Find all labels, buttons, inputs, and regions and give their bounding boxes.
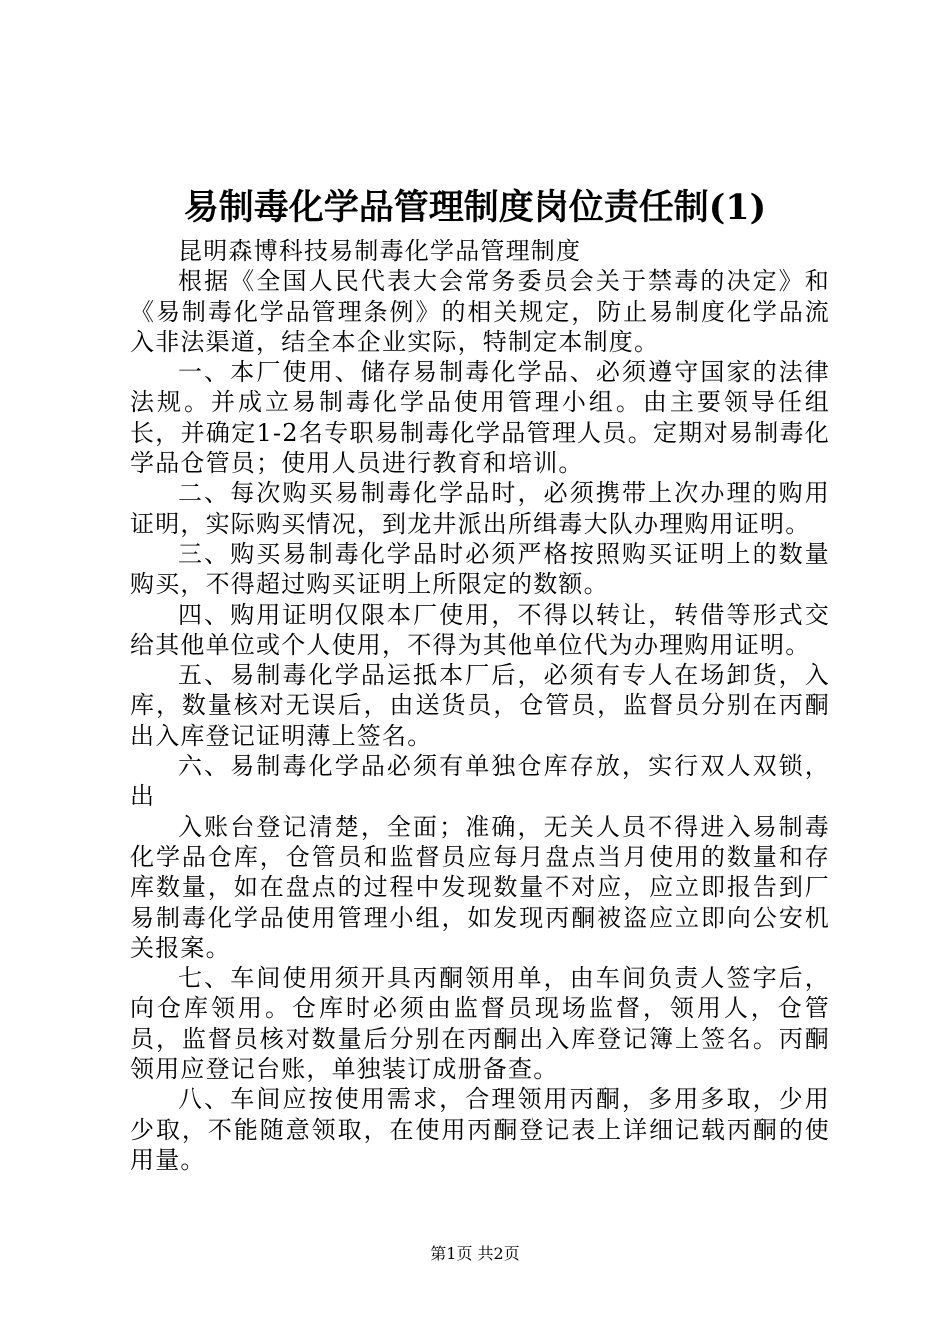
paragraph-clause-4: 四、购用证明仅限本厂使用，不得以转让，转借等形式交给其他单位或个人使用，不得为其他单位代为办理购用证明。: [130, 600, 830, 659]
paragraph-intro: 根据《全国人民代表大会常务委员会关于禁毒的决定》和《易制毒化学品管理条例》的相关规定，防止易制度化学品流入非法渠道，结全本企业实际，特制定本制度。: [130, 267, 830, 356]
document-title: 易制毒化学品管理制度岗位责任制(1): [183, 187, 767, 228]
paragraph-clause-1: 一、本厂使用、储存易制毒化学品、必须遵守国家的法律法规。并成立易制毒化学品使用管理小组。由主要领导任组长，并确定1-2名专职易制毒化学品管理人员。定期对易制毒化学品仓管员；使用人员进行教育和培训。: [130, 358, 830, 478]
paragraph-clause-3: 三、购买易制毒化学品时必须严格按照购买证明上的数量购买，不得超过购买证明上所限定的数额。: [130, 539, 830, 599]
paragraph-clause-8: 八、车间应按使用需求，合理领用丙酮，多用多取，少用少取，不能随意领取，在使用丙酮登记表上详细记载丙酮的使用量。: [130, 1085, 830, 1174]
paragraph-clause-5: 五、易制毒化学品运抵本厂后，必须有专人在场卸货，入库，数量核对无误后，由送货员，仓管员，监督员分别在丙酮出入库登记证明薄上签名。: [130, 661, 830, 750]
paragraph-clause-2: 二、每次购买易制毒化学品时，必须携带上次办理的购用证明，实际购买情况，到龙井派出所缉毒大队办理购用证明。: [130, 479, 830, 538]
document-body: [130, 236, 830, 1175]
paragraph-heading: 昆明森博科技易制毒化学品管理制度: [178, 237, 582, 265]
paragraph-clause-6: 六、易制毒化学品必须有单独仓库存放，实行双人双锁，出: [130, 752, 830, 811]
page-number-footer: 第1页 共2页: [430, 1244, 520, 1263]
paragraph-clause-7: 七、车间使用须开具丙酮领用单，由车间负责人签字后，向仓库领用。仓库时必须由监督员现场监督，领用人，仓管员，监督员核对数量后分别在丙酮出入库登记簿上签名。丙酮领用应登记台账，单独装订成册备查。: [130, 964, 830, 1084]
paragraph-clause-6-continued: 入账台登记清楚，全面；准确，无关人员不得进入易制毒化学品仓库，仓管员和监督员应每月盘点当月使用的数量和存库数量，如在盘点的过程中发现数量不对应，应立即报告到厂易制毒化学品使用管理小组，如发现丙酮被盗应立即向公安机关报案。: [130, 812, 830, 962]
